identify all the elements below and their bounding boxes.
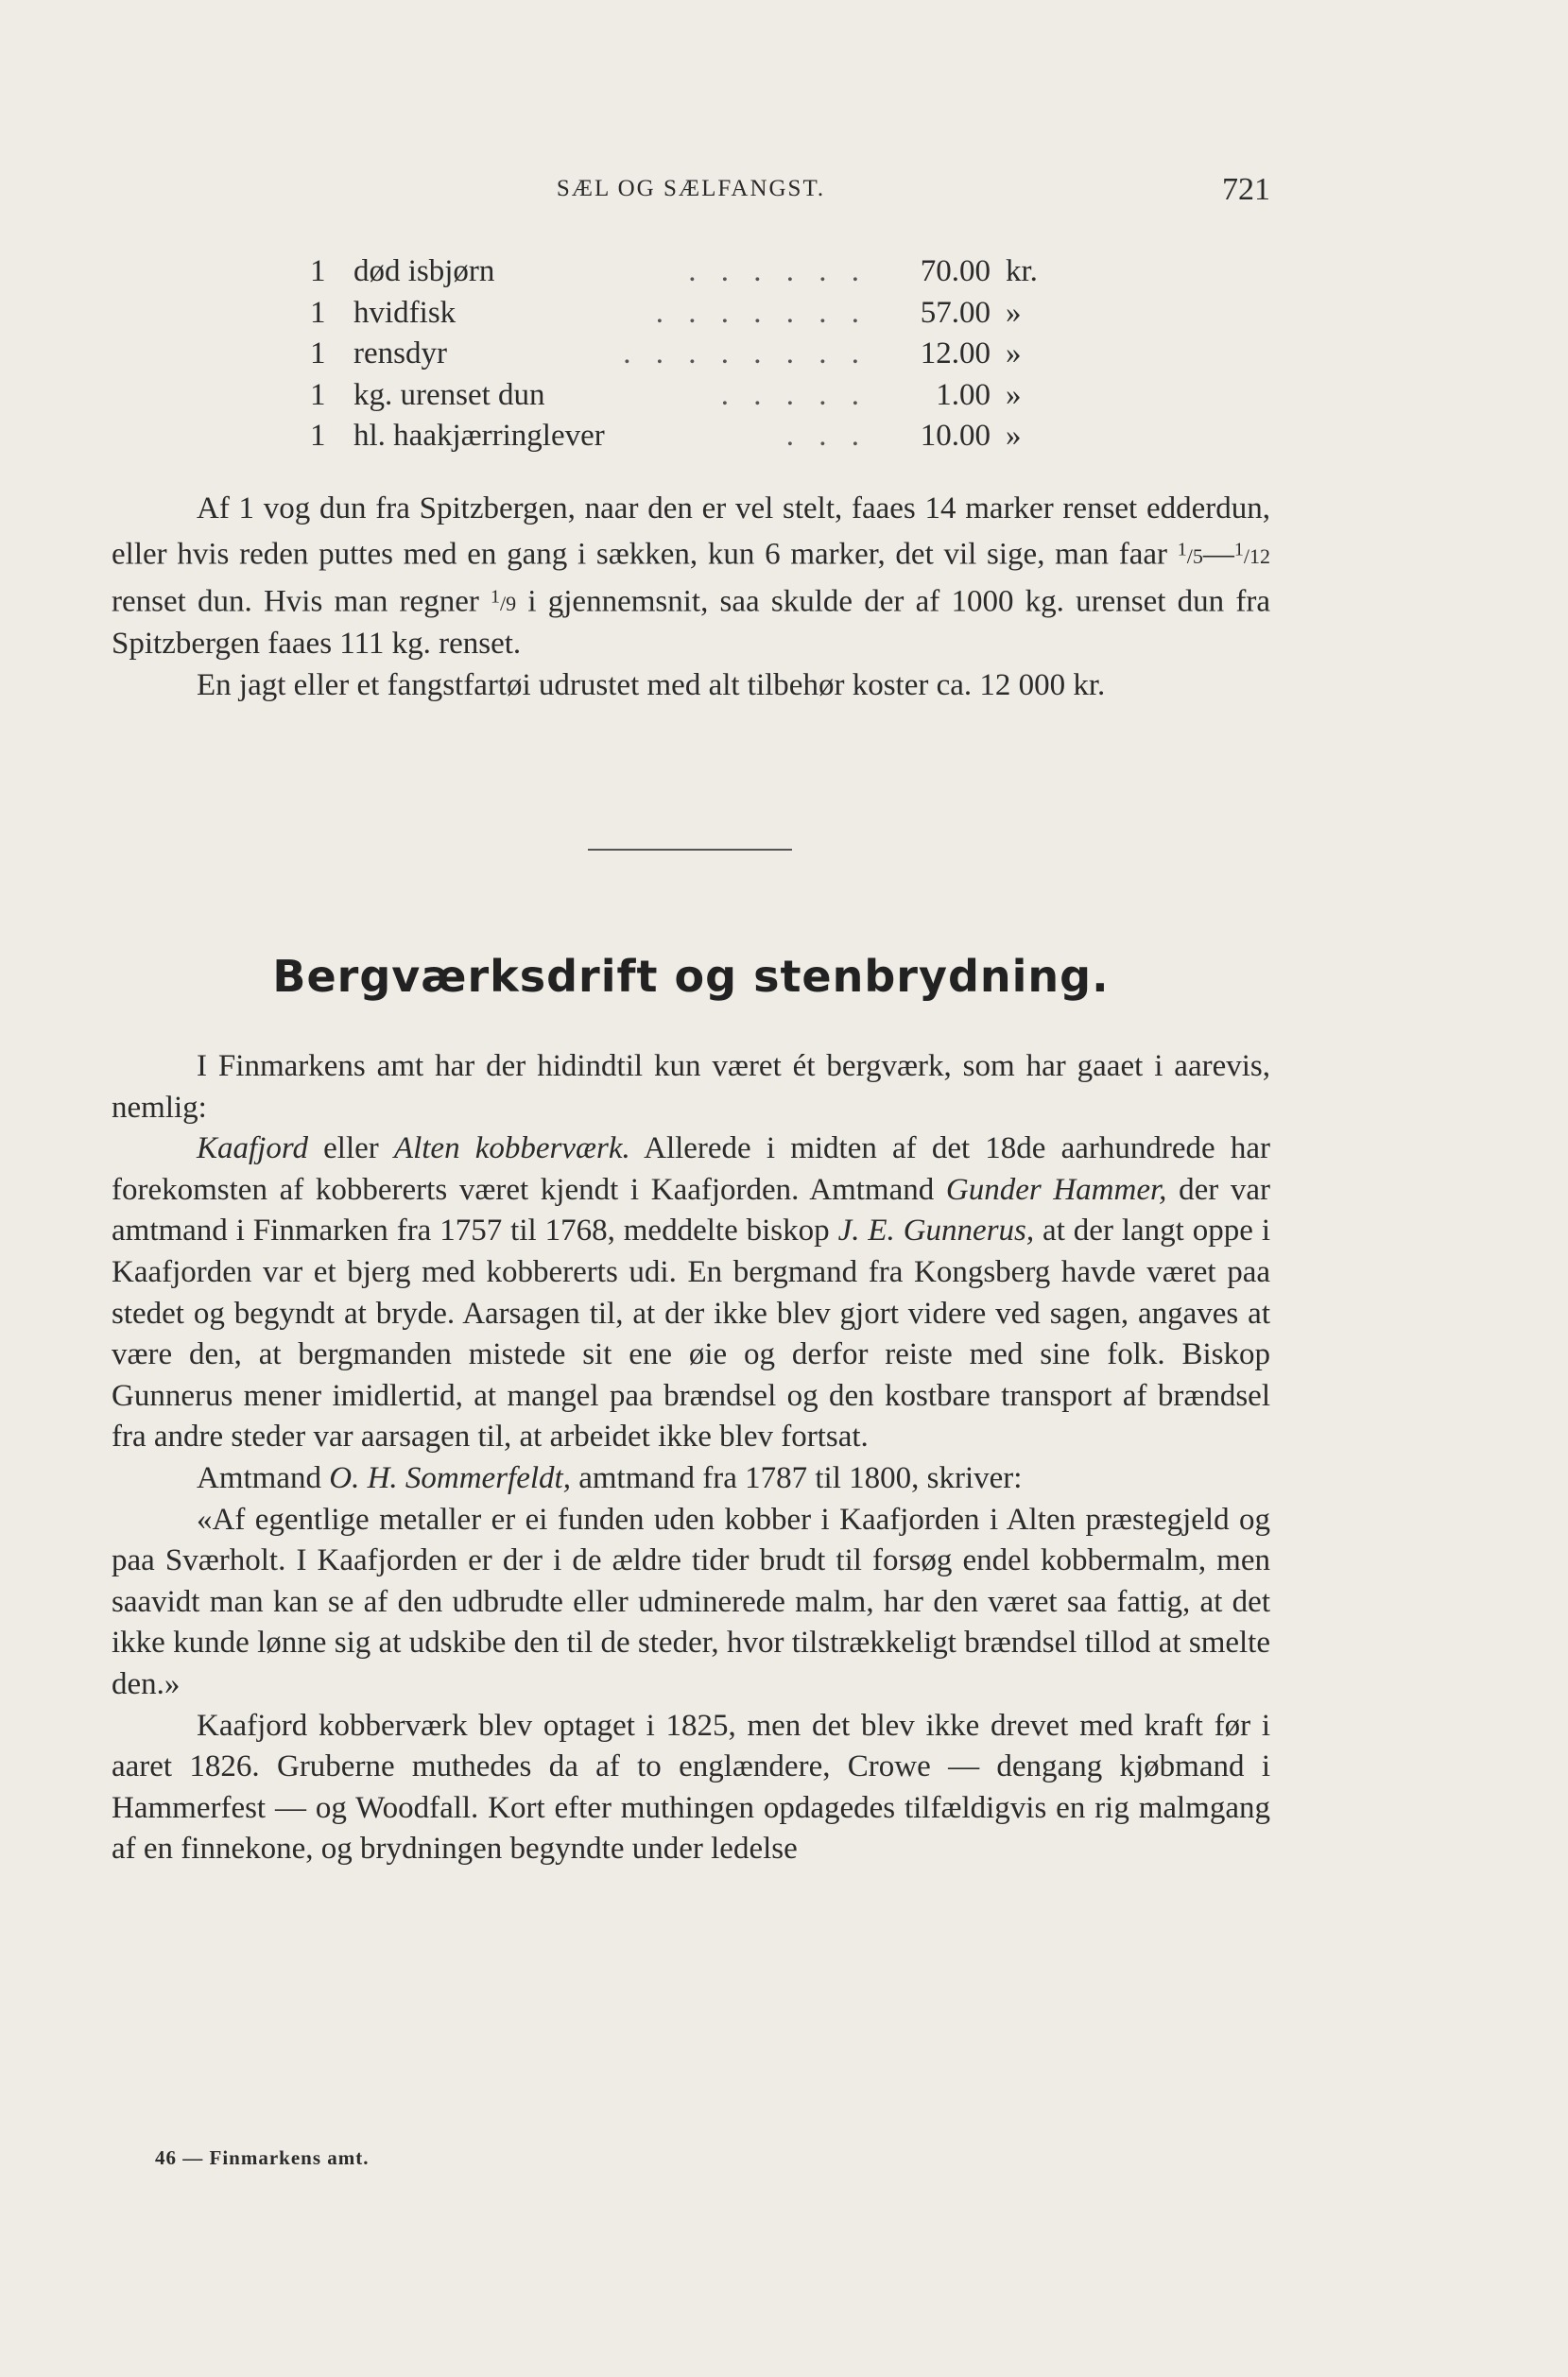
price-item: hl. haakjærringlever: [353, 419, 605, 454]
price-row: [310, 334, 1085, 375]
fraction-numerator: 1: [1233, 539, 1244, 560]
fraction-numerator: 1: [491, 586, 501, 608]
paragraph: En jagt eller et fangstfartøi udrustet med alt tilbehør koster ca. 12 000 kr.: [197, 668, 1106, 703]
price-item: kg. urenset dun: [353, 377, 545, 412]
leader-dots: . . . . . . .: [655, 295, 868, 330]
fraction-denominator: 12: [1249, 543, 1270, 568]
emphasis: O. H. Sommerfeldt,: [329, 1460, 571, 1495]
paragraph-text: renset dun. Hvis man regner: [112, 583, 491, 618]
leader-dots: . . . . . .: [688, 254, 868, 288]
paragraph-text: Allerede i midten af det 18de aarhundrede har forekomsten af kobbererts været kjendt i Kaafjorden. Amtmand: [112, 1131, 1270, 1207]
paragraph-text: at der langt oppe i Kaafjorden var et bjerg med kobbererts udi. En bergmand fra Kongsberg havde været paa stedet og begyndt at bryde. Aarsagen til, at der ikke blev gjort videre ved sagen, angaves at være den, at bergmanden mistede sit ene øie og derfor reiste med sine folk. Biskop Gunnerus mener imidlertid, at mangel paa brændsel og den kostbare transport af brændsel fra andre steder var aarsagen til, at arbeidet ikke blev fortsat.: [112, 1214, 1270, 1455]
price-unit: »: [1006, 377, 1022, 412]
price-item: hvidfisk: [353, 295, 457, 330]
paragraph: [112, 1458, 1270, 1500]
paragraph: [112, 1128, 1270, 1458]
price-value: 10.00: [920, 419, 991, 454]
price-value: 1.00: [936, 377, 991, 412]
paragraph-text: Amtmand: [197, 1460, 330, 1495]
price-quantity: 1: [310, 254, 326, 288]
price-row: [310, 251, 1085, 293]
fraction-denominator: 9: [506, 591, 517, 615]
emphasis: J. E. Gunnerus,: [837, 1214, 1035, 1249]
signature-footer: 46 — Finmarkens amt.: [155, 2146, 370, 2169]
price-row: [310, 416, 1085, 457]
price-unit: kr.: [1006, 254, 1038, 288]
seal-text-block: [112, 489, 1270, 707]
running-header: [112, 172, 1270, 214]
price-unit: »: [1006, 336, 1022, 371]
price-quantity: 1: [310, 295, 326, 330]
paragraph-text: amtmand fra 1787 til 1800, skriver:: [570, 1460, 1023, 1495]
emphasis: Alten kobberværk.: [393, 1131, 630, 1166]
leader-dots: . . .: [785, 419, 868, 454]
running-title: SÆL OG SÆLFANGST.: [556, 176, 826, 201]
price-item: død isbjørn: [353, 254, 495, 288]
fraction: $^1$/5: [1177, 539, 1203, 568]
paragraph-text: i gjennemsnit, saa skulde der af 1000 kg. urenset dun fra Spitzbergen faaes 111 kg. renset.: [112, 583, 1270, 662]
section-divider: [588, 849, 792, 851]
price-row: [310, 293, 1085, 335]
paragraph: I Finmarkens amt har der hidindtil kun været ét bergværk, som har gaaet i aarevis, nemlig:: [112, 1049, 1270, 1125]
price-quantity: 1: [310, 336, 326, 371]
price-row: [310, 375, 1085, 417]
price-quantity: 1: [310, 377, 326, 412]
price-unit: »: [1006, 295, 1022, 330]
fraction-denominator: 5: [1192, 543, 1203, 568]
leader-dots: . . . . . . . .: [623, 336, 868, 371]
dash: —: [1202, 536, 1234, 571]
price-list: [310, 251, 1085, 457]
price-value: 12.00: [920, 336, 991, 371]
fraction: $^1$/9: [491, 586, 517, 615]
quotation: «Af egentlige metaller er ei funden uden kobber i Kaafjorden i Alten præstegjeld og paa Sværholt. I Kaafjorden er der i de ældre tider brudt til forsøg endel kobbermalm, men saavidt man kan se af den udbrudte eller udminerede malm, har den været saa fattig, at det ikke kunde lønne sig at udskibe den til de steder, hvor tilstrækkeligt brændsel tillod at smelte den.»: [112, 1502, 1270, 1701]
paragraph: [112, 489, 1270, 665]
emphasis: Kaafjord: [197, 1131, 308, 1166]
fraction: $^1$/12: [1233, 539, 1270, 568]
price-value: 57.00: [920, 295, 991, 330]
section-heading: Bergværksdrift og stenbrydning.: [272, 951, 1110, 1002]
paragraph: Kaafjord kobberværk blev optaget i 1825, men det blev ikke drevet med kraft før i aaret 1826. Gruberne muthedes da af to englændere, Crowe — dengang kjøbmand i Hammerfest — og Woodfall. Kort efter muthingen opdagedes tilfældigvis en rig malmgang af en finnekone, og brydningen begyndte under ledelse: [112, 1708, 1270, 1867]
page-number: 721: [1222, 172, 1270, 207]
paragraph-text: der var amtmand i Finmarken fra 1757 til 1768, meddelte biskop: [112, 1172, 1270, 1249]
emphasis: Gunder Hammer,: [945, 1172, 1167, 1207]
leader-dots: . . . . .: [720, 377, 868, 412]
price-unit: »: [1006, 419, 1022, 454]
price-value: 70.00: [920, 254, 991, 288]
price-quantity: 1: [310, 419, 326, 454]
mining-text-block: [112, 1046, 1270, 1870]
fraction-numerator: 1: [1177, 539, 1187, 560]
paragraph-text: Af 1 vog dun fra Spitzbergen, naar den er vel stelt, faaes 14 marker renset edderdun, eller hvis reden puttes med en gang i sækken, kun 6 marker, det vil sige, man faar: [112, 491, 1270, 571]
price-item: rensdyr: [353, 336, 447, 371]
paragraph-text: eller: [307, 1131, 394, 1166]
